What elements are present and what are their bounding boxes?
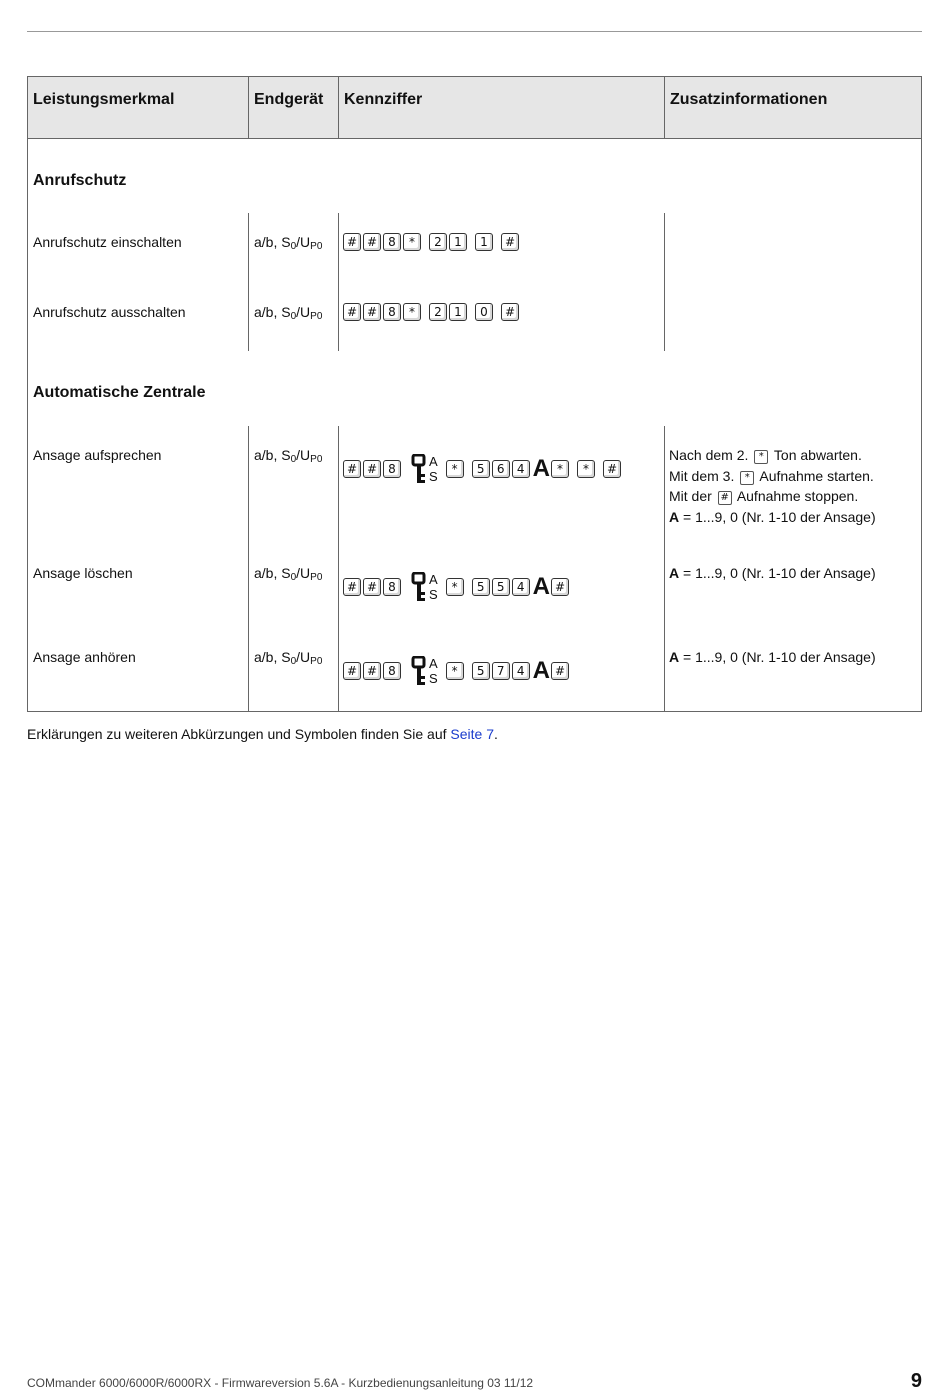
star-key-icon: * xyxy=(577,460,595,478)
col-divider xyxy=(248,426,249,712)
hash-key-icon: # xyxy=(501,233,519,251)
section-title-automatische-zentrale: Automatische Zentrale xyxy=(33,384,206,401)
hash-key-icon: # xyxy=(501,303,519,321)
digit-key-icon: 1 xyxy=(475,233,493,251)
hash-key-icon: # xyxy=(718,491,732,505)
page-number: 9 xyxy=(910,1370,922,1392)
terminal-label: a/b, $S_0/U_{P0}$ xyxy=(254,234,323,252)
section-title-anrufschutz: Anrufschutz xyxy=(33,172,127,189)
info-text: A = 1...9, 0 (Nr. 1-10 der Ansage) xyxy=(669,565,876,581)
hash-key-icon: # xyxy=(363,233,381,251)
page-link[interactable]: Seite 7 xyxy=(450,726,494,742)
digit-key-icon: 8 xyxy=(383,578,401,596)
header-kennziffer: Kennziffer xyxy=(344,91,423,108)
hash-key-icon: # xyxy=(363,578,381,596)
hash-key-icon: # xyxy=(363,460,381,478)
digit-key-icon: 0 xyxy=(475,303,493,321)
digit-key-icon: 8 xyxy=(383,460,401,478)
access-key-icon xyxy=(411,656,427,686)
hash-key-icon: # xyxy=(363,662,381,680)
top-rule xyxy=(27,31,922,32)
hash-key-icon: # xyxy=(343,460,361,478)
col-divider xyxy=(248,77,249,138)
feature-label: Ansage aufsprechen xyxy=(33,447,162,463)
star-key-icon: * xyxy=(754,450,768,464)
terminal-label: a/b, $S_0/U_{P0}$ xyxy=(254,304,323,322)
digit-key-icon: 5 xyxy=(472,578,490,596)
header-leistungsmerkmal: Leistungsmerkmal xyxy=(33,91,175,108)
info-text: A = 1...9, 0 (Nr. 1-10 der Ansage) xyxy=(669,649,876,665)
col-divider xyxy=(338,77,339,138)
col-divider xyxy=(338,213,339,351)
terminal-label: a/b, $S_0/U_{P0}$ xyxy=(254,447,323,465)
feature-label: Ansage löschen xyxy=(33,565,133,581)
hash-key-icon: # xyxy=(343,662,361,680)
hash-key-icon: # xyxy=(551,662,569,680)
col-divider xyxy=(664,213,665,351)
table-header xyxy=(28,77,921,139)
digit-key-icon: 8 xyxy=(383,303,401,321)
terminal-label: a/b, $S_0/U_{P0}$ xyxy=(254,649,323,667)
footnote: Erklärungen zu weiteren Abkürzungen und Symbolen finden Sie auf Seite 7. xyxy=(27,726,498,742)
feature-table xyxy=(27,76,922,712)
key-code xyxy=(343,572,571,602)
digit-key-icon: 6 xyxy=(492,460,510,478)
key-code xyxy=(343,301,521,323)
hash-key-icon: # xyxy=(343,578,361,596)
info-text: Nach dem 2. * Ton abwarten. Mit dem 3. * Aufnahme starten. Mit der # Aufnahme stoppen. A = 1...9, 0 (Nr. 1-10 der Ansage) xyxy=(669,447,876,525)
feature-label: Anrufschutz einschalten xyxy=(33,234,182,250)
col-divider xyxy=(664,426,665,712)
star-key-icon: * xyxy=(446,460,464,478)
digit-key-icon: 4 xyxy=(512,578,530,596)
announcement-variable: A xyxy=(532,657,551,684)
digit-key-icon: 4 xyxy=(512,460,530,478)
digit-key-icon: 5 xyxy=(472,662,490,680)
code-label-as: A S xyxy=(429,656,438,686)
hash-key-icon: # xyxy=(343,233,361,251)
digit-key-icon: 8 xyxy=(383,233,401,251)
terminal-label: a/b, $S_0/U_{P0}$ xyxy=(254,565,323,583)
star-key-icon: * xyxy=(403,303,421,321)
digit-key-icon: 5 xyxy=(472,460,490,478)
key-code xyxy=(343,656,571,686)
header-zusatzinformationen: Zusatzinformationen xyxy=(670,91,828,108)
access-key-icon xyxy=(411,454,427,484)
code-label-as: A S xyxy=(429,572,438,602)
page-footer: COMmander 6000/6000R/6000RX - Firmwareversion 5.6A - Kurzbedienungsanleitung 03 11/12 xyxy=(27,1376,534,1390)
star-key-icon: * xyxy=(446,662,464,680)
digit-key-icon: 2 xyxy=(429,233,447,251)
key-code xyxy=(343,231,521,253)
star-key-icon: * xyxy=(551,460,569,478)
digit-key-icon: 4 xyxy=(512,662,530,680)
header-endgeraet: Endgerät xyxy=(254,91,324,108)
digit-key-icon: 2 xyxy=(429,303,447,321)
star-key-icon: * xyxy=(740,471,754,485)
access-key-icon xyxy=(411,572,427,602)
col-divider xyxy=(338,426,339,712)
key-code xyxy=(343,454,623,484)
code-label-as: A S xyxy=(429,454,438,484)
hash-key-icon: # xyxy=(551,578,569,596)
star-key-icon: * xyxy=(446,578,464,596)
announcement-variable: A xyxy=(532,455,551,482)
digit-key-icon: 8 xyxy=(383,662,401,680)
col-divider xyxy=(248,213,249,351)
col-divider xyxy=(664,77,665,138)
digit-key-icon: 1 xyxy=(449,303,467,321)
hash-key-icon: # xyxy=(363,303,381,321)
digit-key-icon: 5 xyxy=(492,578,510,596)
star-key-icon: * xyxy=(403,233,421,251)
announcement-variable: A xyxy=(532,573,551,600)
digit-key-icon: 1 xyxy=(449,233,467,251)
hash-key-icon: # xyxy=(603,460,621,478)
feature-label: Anrufschutz ausschalten xyxy=(33,304,186,320)
feature-label: Ansage anhören xyxy=(33,649,136,665)
digit-key-icon: 7 xyxy=(492,662,510,680)
hash-key-icon: # xyxy=(343,303,361,321)
